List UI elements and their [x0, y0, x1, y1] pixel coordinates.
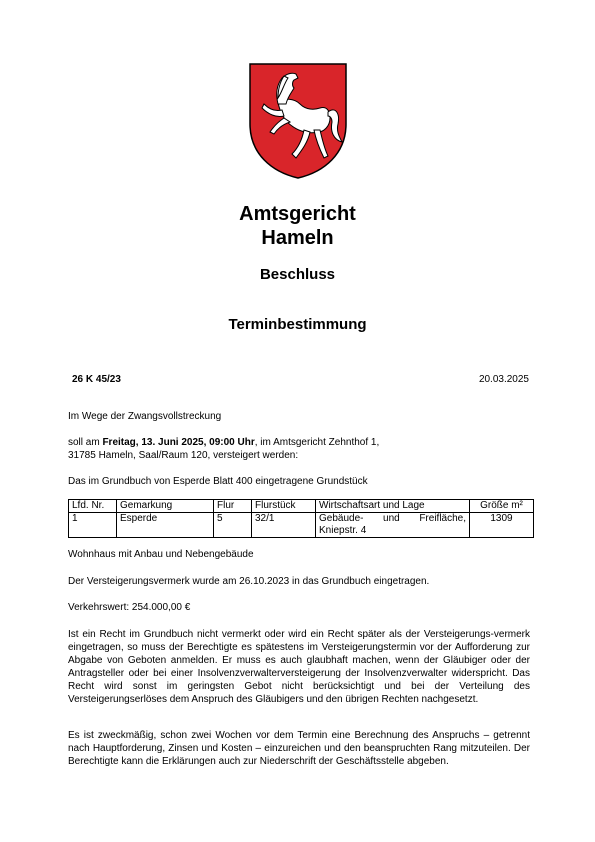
schedule-location: 31785 Hameln, Saal/Raum 120, versteigert werden:	[68, 450, 299, 461]
court-name-line-2: Hameln	[261, 227, 334, 249]
intro-text: Im Wege der Zwangsvollstreckung	[68, 411, 222, 422]
file-number: 26 K 45/23	[72, 374, 121, 385]
col-header-lfd-nr: Lfd. Nr.	[69, 500, 117, 513]
col-header-flur: Flur	[214, 500, 252, 513]
building-description: Wohnhaus mit Anbau und Nebengebäude	[68, 549, 254, 560]
market-value: Verkehrswert: 254.000,00 €	[68, 602, 191, 613]
auction-date-time: Freitag, 13. Juni 2025, 09:00 Uhr	[102, 437, 255, 448]
cell-flur: 5	[214, 513, 252, 538]
col-header-flurstueck: Flurstück	[252, 500, 316, 513]
record-note: Der Versteigerungsvermerk wurde am 26.10.2023 in das Grundbuch eingetragen.	[68, 576, 430, 587]
cell-groesse: 1309	[470, 513, 534, 538]
court-name-line-1: Amtsgericht	[239, 203, 356, 225]
col-header-wirtschaftsart: Wirtschaftsart und Lage	[316, 500, 470, 513]
rights-paragraph: Ist ein Recht im Grundbuch nicht vermerkt oder wird ein Recht später als der Versteigerungs-vermerk eingetragen, so muss der Berechtigte es spätestens im Versteigerungstermin vor der Aufforderung zur Abgabe von Geboten anmelden. Er muss es auch glaubhaft machen, wenn der Gläubiger oder der Antragsteller oder bei einer Insolvenzverwalterversteigerung der Insolvenzverwalter widerspricht. Das Recht wird sonst im geringsten Gebot nicht berücksichtigt und bei der Verteilung des Versteigerungserlöses dem Anspruch des Gläubigers und den übrigen Rechten nachgesetzt.	[68, 629, 530, 705]
schedule-text	[68, 436, 530, 462]
schedule-suffix: , im Amtsgericht Zehnthof 1,	[254, 437, 380, 448]
cell-flurstueck: 32/1	[252, 513, 316, 538]
cell-gemarkung: Esperde	[117, 513, 214, 538]
lower-saxony-horse-shield-icon	[248, 62, 348, 180]
col-header-groesse: Größe m²	[470, 500, 534, 513]
property-intro: Das im Grundbuch von Esperde Blatt 400 eingetragene Grundstück	[68, 476, 368, 487]
schedule-prefix: soll am	[68, 437, 103, 448]
document-subject: Terminbestimmung	[228, 316, 367, 333]
table-row	[69, 513, 534, 538]
col-header-gemarkung: Gemarkung	[117, 500, 214, 513]
cell-lfd-nr: 1	[69, 513, 117, 538]
claims-paragraph: Es ist zweckmäßig, schon zwei Wochen vor dem Termin eine Berechnung des Anspruchs – getrennt nach Hauptforderung, Zinsen und Kosten – einzureichen und den beanspruchten Rang mitzuteilen. Der Berechtigte kann die Erklärungen auch zur Niederschrift der Geschäftsstelle abgeben.	[68, 730, 530, 767]
table-header-row	[69, 500, 534, 513]
parcel-table	[68, 499, 534, 538]
document-date: 20.03.2025	[478, 374, 529, 385]
cell-wirtschaftsart: Gebäude- und Freifläche, Kniepstr. 4	[316, 513, 470, 538]
document-type: Beschluss	[259, 266, 336, 283]
